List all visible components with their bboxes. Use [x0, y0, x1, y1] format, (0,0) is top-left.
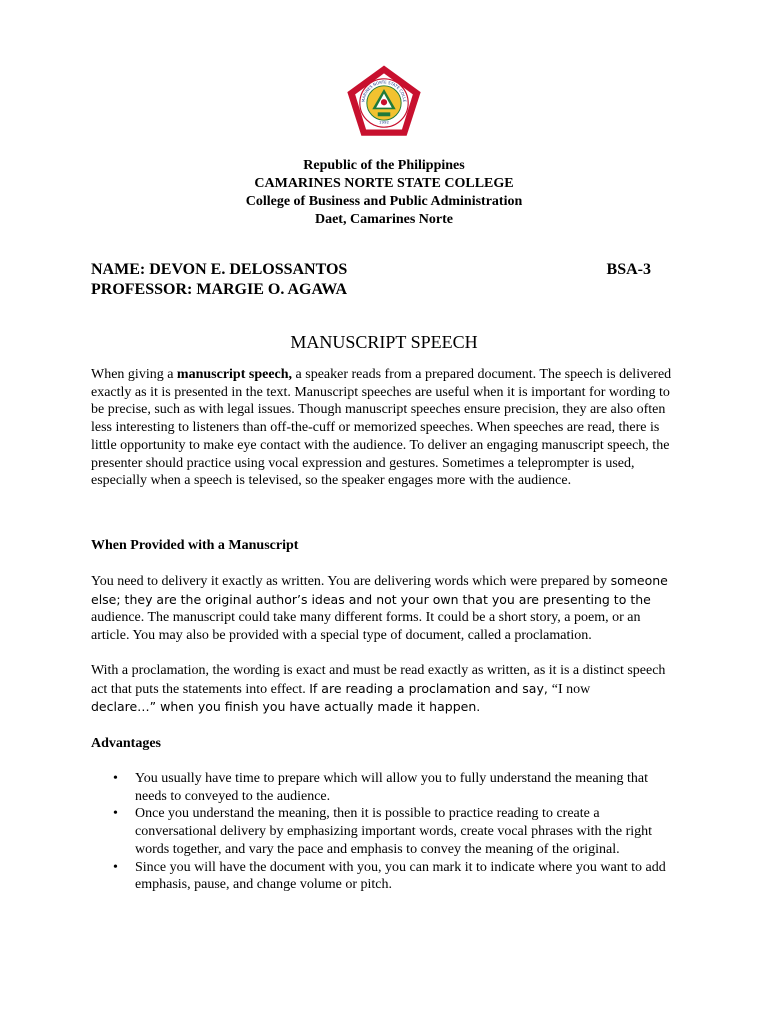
- header-line-department: College of Business and Public Administration: [245, 194, 523, 209]
- section-heading-advantages: Advantages: [91, 736, 162, 751]
- header-line-college: CAMARINES NORTE STATE COLLEGE: [254, 176, 514, 191]
- header-line-republic: Republic of the Philippines: [303, 158, 465, 173]
- institution-header: [0, 157, 768, 229]
- professor-name: PROFESSOR: MARGIE O. AGAWA: [91, 281, 348, 298]
- list-item: • Since you will have the document with you, you can mark it to indicate where you want to add emphasis, pause, and change volume or pitch.: [113, 859, 666, 893]
- advantages-list: [91, 770, 679, 894]
- document-title: MANUSCRIPT SPEECH: [290, 332, 478, 352]
- paragraph-proclamation: With a proclamation, the wording is exact and must be read exactly as written, as it is a distinct speech act that puts the statements into effect. If are reading a proclamation and say, “I now declare…” when you finish you have actually made it happen.: [91, 663, 666, 715]
- paragraph-manuscript: You need to delivery it exactly as written. You are delivering words which were prepared by someone else; they are the original author’s ideas and not your own that you are presenting to the audience. The manuscript could take many different forms. It could be a short story, a poem, or an article. You may also be provided with a special type of document, called a proclamation.: [91, 573, 668, 644]
- bullet-icon: •: [113, 806, 118, 822]
- student-name: NAME: DEVON E. DELOSSANTOS: [91, 261, 348, 278]
- student-section: BSA-3: [606, 261, 651, 278]
- header-line-location: Daet, Camarines Norte: [314, 212, 453, 227]
- student-info: [91, 260, 661, 300]
- bullet-icon: •: [113, 859, 118, 875]
- bullet-icon: •: [113, 771, 118, 786]
- seal-ring-text: MARINES NORTE STATE COLLE: [360, 79, 408, 103]
- college-seal-logo: [345, 64, 423, 142]
- list-item: • You usually have time to prepare which will allow you to fully understand the meaning that needs to conveyed to the audience.: [113, 771, 648, 804]
- paragraph-intro: When giving a manuscript speech, a speaker reads from a prepared document. The speech is delivered exactly as it is presented in the text. Manuscript speeches are useful when it is important for wording to be precise, such as with legal issues. Though manuscript speeches ensure precision, they are also often less interesting to listeners than off-the-cuff or memorized speeches. When speeches are read, there is little opportunity to make eye contact with the audience. To deliver an engaging manuscript speech, the presenter should practice using vocal expression and gestures. Sometimes a teleprompter is used, especially when a speech is televised, so the speaker engages more with the audience.: [91, 367, 672, 489]
- term-manuscript-speech: manuscript speech,: [176, 367, 293, 382]
- section-heading-manuscript: When Provided with a Manuscript: [91, 538, 299, 553]
- list-item: • Once you understand the meaning, then it is possible to practice reading to create a conversational delivery by emphasizing important words, create vocal phrases with the right words together, and vary the pace and emphasis to convey the meaning of the original.: [113, 806, 653, 857]
- seal-year: 1992: [379, 119, 389, 125]
